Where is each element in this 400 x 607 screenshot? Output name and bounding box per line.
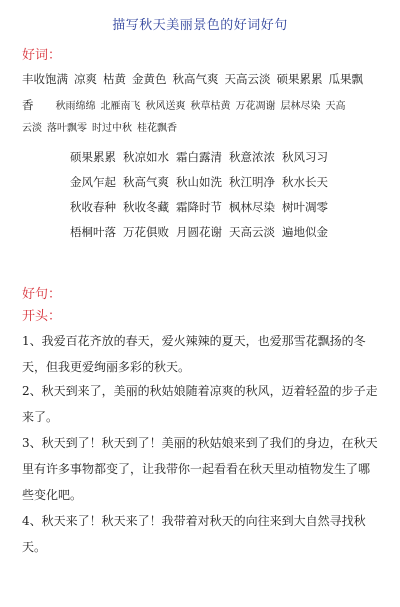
word: 凉爽	[74, 72, 97, 86]
sentence-1: 1、我爱百花齐放的春天，爱火辣辣的夏天，也爱那雪花飘扬的冬天，但我更爱绚丽多彩的秋天。	[22, 334, 366, 374]
word: 秋风习习	[282, 150, 328, 164]
word: 梧桐叶落	[70, 225, 116, 239]
word: 遍地似金	[282, 225, 328, 239]
word: 万花凋谢	[235, 101, 276, 112]
word: 天高云淡	[229, 225, 275, 239]
word: 丰收饱满	[22, 72, 68, 86]
word: 北雁南飞	[100, 101, 141, 112]
sentences-heading: 好句：	[22, 287, 62, 302]
word: 霜降时节	[176, 200, 222, 214]
word: 云淡	[22, 123, 42, 134]
word: 层林尽染	[280, 101, 321, 112]
words-line-3	[22, 122, 382, 136]
opening-heading: 开头：	[22, 309, 62, 324]
word: 枫林尽染	[229, 200, 275, 214]
word: 秋意浓浓	[229, 150, 275, 164]
words-line-1	[22, 72, 382, 86]
words-grid-row-4	[70, 225, 370, 239]
page-title: 描写秋天美丽景色的好词好句	[112, 18, 288, 33]
sentence-4: 4、秋天来了！秋天来了！我带着对秋天的向往来到大自然寻找秋天。	[22, 514, 366, 554]
word: 枯黄	[103, 72, 126, 86]
sentence-2: 2、秋天到来了，美丽的秋姑娘随着凉爽的秋风，迈着轻盈的步子走来了。	[22, 384, 378, 424]
words-line-2	[22, 98, 382, 114]
sentence-3: 3、秋天到了！秋天到了！美丽的秋姑娘来到了我们的身边，在秋天里有许多事物都变了，让我带你一起看看在秋天里动植物发生了哪些变化吧。	[22, 436, 378, 502]
word: 秋雨绵绵	[55, 101, 96, 112]
word: 秋高气爽	[172, 72, 219, 86]
word: 天高	[325, 101, 346, 112]
word: 秋草枯黄	[190, 101, 231, 112]
word: 树叶凋零	[282, 200, 328, 214]
words-grid-row-1	[70, 150, 370, 164]
word: 瓜果飘	[328, 72, 363, 86]
word: 月圆花谢	[176, 225, 222, 239]
word: 金黄色	[132, 72, 167, 86]
word: 落叶飘零	[47, 123, 87, 134]
word: 万花俱败	[123, 225, 169, 239]
word: 硕果累累	[70, 150, 116, 164]
word: 金风乍起	[70, 175, 116, 189]
word: 霜白露清	[176, 150, 222, 164]
word: 桂花飘香	[137, 123, 177, 134]
word: 天高云淡	[224, 72, 271, 86]
word: 秋江明净	[229, 175, 275, 189]
word: 时过中秋	[92, 123, 132, 134]
word: 秋山如洗	[176, 175, 222, 189]
word: 秋高气爽	[123, 175, 169, 189]
word: 秋风送爽	[145, 101, 186, 112]
words-grid-row-2	[70, 175, 370, 189]
words-grid-row-3	[70, 200, 370, 214]
word: 秋凉如水	[123, 150, 169, 164]
word: 秋收春种	[70, 200, 116, 214]
word: 秋收冬藏	[123, 200, 169, 214]
words-heading: 好词：	[22, 48, 62, 63]
word: 硕果累累	[276, 72, 323, 86]
word: 秋水长天	[282, 175, 328, 189]
word: 香	[22, 98, 34, 112]
